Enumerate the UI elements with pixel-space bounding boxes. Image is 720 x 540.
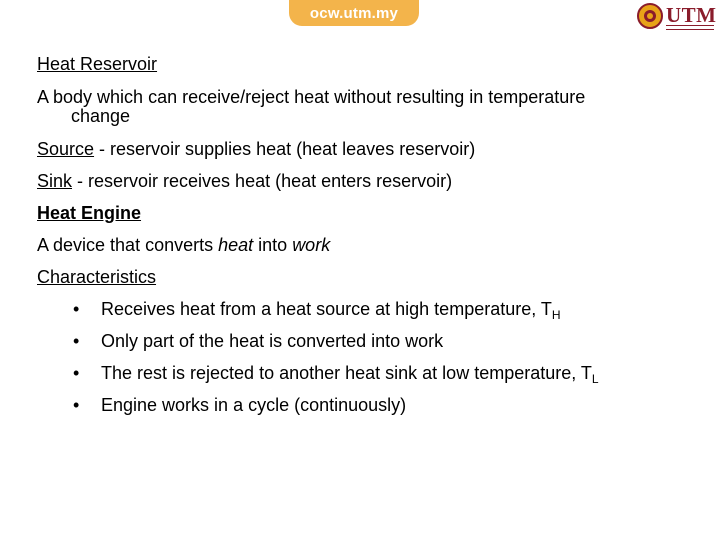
reservoir-definition-line2: change xyxy=(71,106,131,126)
site-banner[interactable] xyxy=(289,0,419,26)
crest-icon xyxy=(636,2,664,30)
heat-reservoir-heading: Heat Reservoir xyxy=(37,54,158,74)
list-item xyxy=(37,299,697,323)
bullet-text: The rest is rejected to another heat sink at low temperature, $T_L$ xyxy=(101,363,599,386)
source-definition xyxy=(37,139,475,160)
engine-def-pre: A device that converts xyxy=(37,235,219,255)
sink-definition xyxy=(37,171,452,192)
list-item xyxy=(37,331,697,355)
bullet-icon: • xyxy=(73,395,80,415)
logo-text: UTM xyxy=(666,3,717,27)
bullet-icon: • xyxy=(73,299,80,319)
bullet-icon: • xyxy=(73,363,80,383)
site-url[interactable]: ocw.utm.my xyxy=(309,4,399,22)
list-item xyxy=(37,363,697,387)
sink-text: - reservoir receives heat (heat enters reservoir) xyxy=(72,171,453,191)
reservoir-definition-line1: A body which can receive/reject heat without resulting in temperature xyxy=(37,87,586,107)
sink-term: Sink xyxy=(37,171,73,191)
source-text: - reservoir supplies heat (heat leaves reservoir) xyxy=(94,139,476,159)
source-term: Source xyxy=(37,139,95,159)
engine-def-mid: into xyxy=(253,235,293,255)
list-item xyxy=(37,395,697,419)
bullet-icon: • xyxy=(73,331,80,351)
heat-engine-heading: Heat Engine xyxy=(37,203,142,223)
engine-def-work: work xyxy=(292,235,331,255)
bullet-text: Only part of the heat is converted into work xyxy=(101,331,444,351)
utm-logo xyxy=(636,2,716,32)
bullet-text: Engine works in a cycle (continuously) xyxy=(101,395,407,415)
logo-subtitle-rule xyxy=(666,25,714,30)
engine-def-heat: heat xyxy=(218,235,254,255)
bullet-text: Receives heat from a heat source at high temperature, $T_H$ xyxy=(101,299,561,322)
characteristics-heading: Characteristics xyxy=(37,267,157,287)
engine-definition xyxy=(37,235,330,256)
